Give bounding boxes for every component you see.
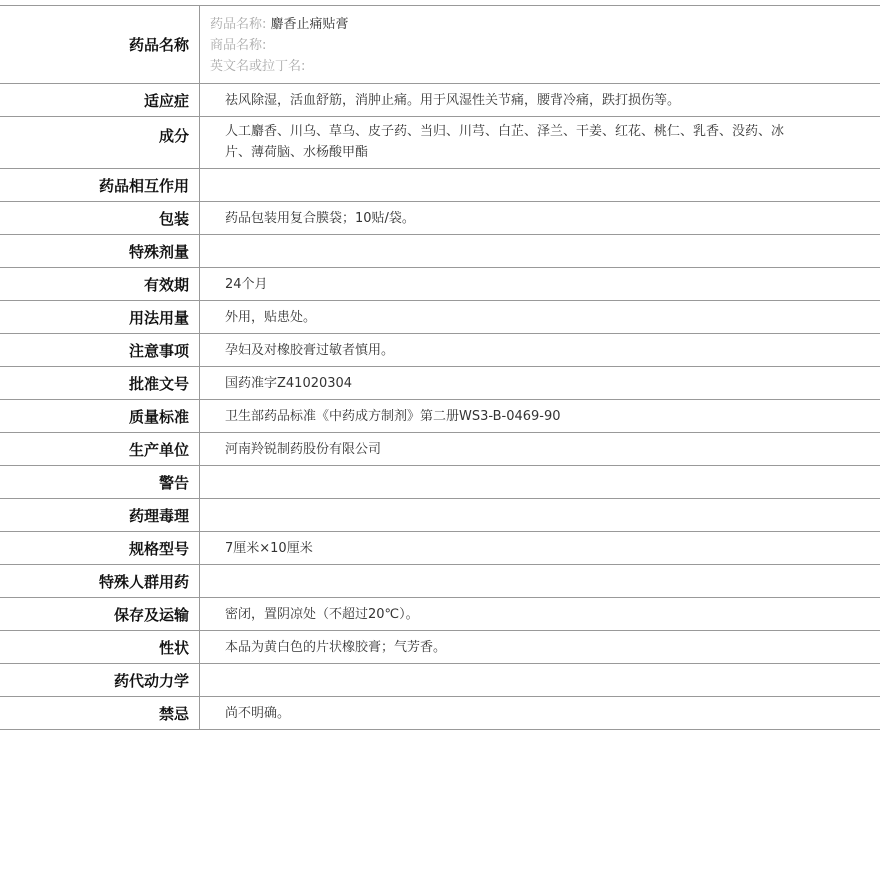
row-value [200, 466, 880, 498]
trade-name-line [210, 35, 266, 56]
row-value: 24个月 [225, 276, 268, 292]
row-value: 7厘米×10厘米 [225, 540, 313, 556]
generic-name-line [210, 14, 349, 35]
row-label: 批准文号 [0, 367, 200, 399]
generic-name-key: 药品名称: [210, 17, 267, 32]
row-label: 保存及运输 [0, 598, 200, 630]
row-label: 注意事项 [0, 334, 200, 366]
row-value: 祛风除湿，活血舒筋，消肿止痛。用于风湿性关节痛，腰背冷痛，跌打损伤等。 [225, 92, 681, 108]
row-warnings [0, 466, 880, 499]
row-label: 成分 [0, 117, 200, 168]
row-packaging [0, 202, 880, 235]
row-special-dosage [0, 235, 880, 268]
row-value [200, 499, 880, 531]
row-label: 警告 [0, 466, 200, 498]
row-usage [0, 301, 880, 334]
row-approval-number [0, 367, 880, 400]
row-value [200, 169, 880, 201]
drug-info-table [0, 5, 880, 730]
row-value [200, 664, 880, 696]
row-value [200, 235, 880, 267]
row-value: 密闭，置阴凉处（不超过20℃）。 [225, 606, 419, 622]
row-value: 外用，贴患处。 [225, 309, 317, 325]
row-shelf-life [0, 268, 880, 301]
row-quality-standard [0, 400, 880, 433]
trade-name-key: 商品名称: [210, 38, 267, 53]
row-label: 特殊剂量 [0, 235, 200, 267]
row-storage [0, 598, 880, 631]
row-value: 人工麝香、川乌、草乌、皮子药、当归、川芎、白芷、泽兰、干姜、红花、桃仁、乳香、没药、冰片、薄荷脑、水杨酸甲酯 [225, 124, 785, 160]
row-value: 卫生部药品标准《中药成方制剂》第二册WS3-B-0469-90 [225, 408, 561, 424]
row-value: 国药准字Z41020304 [225, 375, 353, 391]
generic-name-value: 麝香止痛贴膏 [270, 17, 349, 32]
row-indications [0, 84, 880, 117]
row-appearance [0, 631, 880, 664]
row-special-populations [0, 565, 880, 598]
row-interactions [0, 169, 880, 202]
row-label: 适应症 [0, 84, 200, 116]
row-label: 生产单位 [0, 433, 200, 465]
row-value [200, 565, 880, 597]
row-label: 包装 [0, 202, 200, 234]
row-label: 药品名称 [0, 6, 200, 83]
row-precautions [0, 334, 880, 367]
row-value: 本品为黄白色的片状橡胶膏；气芳香。 [225, 639, 447, 655]
row-value: 孕妇及对橡胶膏过敏者慎用。 [225, 342, 395, 358]
row-label: 质量标准 [0, 400, 200, 432]
row-pharmacokinetics [0, 664, 880, 697]
row-label: 药代动力学 [0, 664, 200, 696]
row-label: 禁忌 [0, 697, 200, 729]
row-specification [0, 532, 880, 565]
row-manufacturer [0, 433, 880, 466]
row-label: 有效期 [0, 268, 200, 300]
row-drug-name [0, 6, 880, 84]
row-label: 特殊人群用药 [0, 565, 200, 597]
row-contraindications [0, 697, 880, 730]
row-label: 药品相互作用 [0, 169, 200, 201]
row-label: 规格型号 [0, 532, 200, 564]
row-value: 尚不明确。 [225, 705, 291, 721]
row-value [200, 6, 880, 83]
row-label: 用法用量 [0, 301, 200, 333]
english-name-line [210, 56, 305, 77]
row-label: 药理毒理 [0, 499, 200, 531]
english-name-key: 英文名或拉丁名: [210, 59, 306, 74]
row-value: 药品包装用复合膜袋；10贴/袋。 [225, 210, 415, 226]
row-pharmacology [0, 499, 880, 532]
row-value: 河南羚锐制药股份有限公司 [225, 441, 382, 457]
row-label: 性状 [0, 631, 200, 663]
row-ingredients [0, 117, 880, 169]
